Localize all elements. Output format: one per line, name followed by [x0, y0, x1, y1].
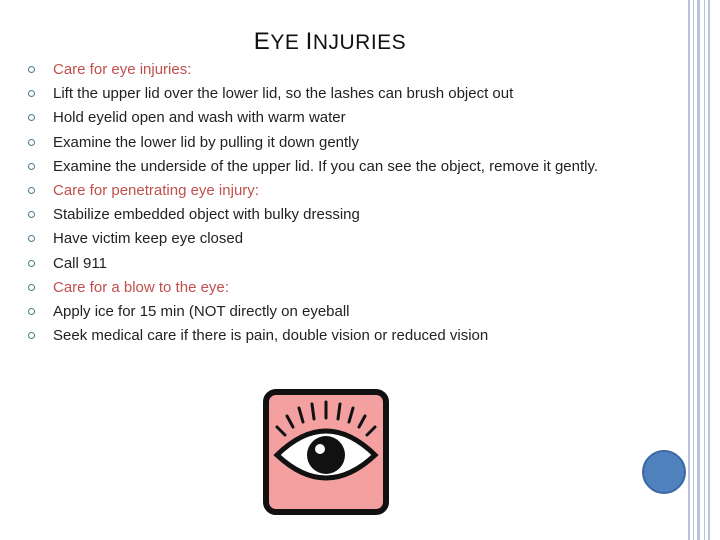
- bullet-text: Call 911: [53, 254, 107, 272]
- bullet-list: [28, 61, 638, 351]
- bullet-text: Care for eye injuries:: [53, 61, 192, 78]
- title-initial: I: [305, 28, 313, 55]
- bullet-text: Apply ice for 15 min (NOT directly on eyeball: [53, 302, 350, 320]
- bullet-icon: [28, 114, 35, 121]
- bullet-icon: [28, 187, 35, 194]
- bullet-item: [28, 158, 638, 176]
- bullet-item: [28, 279, 638, 297]
- bullet-text: Stabilize embedded object with bulky dressing: [53, 206, 360, 224]
- blue-circle-icon: [642, 450, 686, 494]
- rail-line: [704, 0, 705, 540]
- title-part: YE: [270, 31, 306, 54]
- eye-icon: [263, 389, 389, 515]
- rail-line: [697, 0, 700, 540]
- bullet-icon: [28, 235, 35, 242]
- rail-line: [708, 0, 710, 540]
- bullet-text: Lift the upper lid over the lower lid, so the lashes can brush object out: [53, 85, 514, 103]
- bullet-item: [28, 255, 638, 273]
- title-part: NJURIES: [312, 31, 407, 54]
- bullet-item: [28, 61, 638, 79]
- bullet-icon: [28, 139, 35, 146]
- bullet-text: Care for penetrating eye injury:: [53, 181, 259, 199]
- bullet-icon: [28, 211, 35, 218]
- bullet-text: Care for a blow to the eye:: [53, 278, 229, 296]
- rail-line: [693, 0, 694, 540]
- bullet-icon: [28, 66, 35, 73]
- bullet-icon: [28, 332, 35, 339]
- bullet-icon: [28, 284, 35, 291]
- bullet-item: [28, 134, 638, 152]
- bullet-item: [28, 85, 638, 103]
- bullet-icon: [28, 163, 35, 170]
- bullet-item: [28, 182, 638, 200]
- bullet-item: [28, 327, 638, 345]
- bullet-icon: [28, 260, 35, 267]
- bullet-item: [28, 109, 638, 127]
- rail-line: [688, 0, 690, 540]
- bullet-text: Examine the underside of the upper lid. If you can see the object, remove it gently.: [53, 157, 599, 175]
- bullet-text: Have victim keep eye closed: [53, 230, 244, 248]
- bullet-icon: [28, 308, 35, 315]
- title-initial: E: [253, 28, 271, 55]
- bullet-text: Seek medical care if there is pain, double vision or reduced vision: [53, 327, 489, 345]
- bullet-item: [28, 206, 638, 224]
- bullet-item: [28, 230, 638, 248]
- bullet-item: [28, 303, 638, 321]
- slide-right-rail: [684, 0, 720, 540]
- slide-title: [0, 28, 660, 56]
- bullet-icon: [28, 90, 35, 97]
- bullet-text: Hold eyelid open and wash with warm water: [53, 109, 346, 127]
- bullet-text: Examine the lower lid by pulling it down gently: [53, 133, 359, 151]
